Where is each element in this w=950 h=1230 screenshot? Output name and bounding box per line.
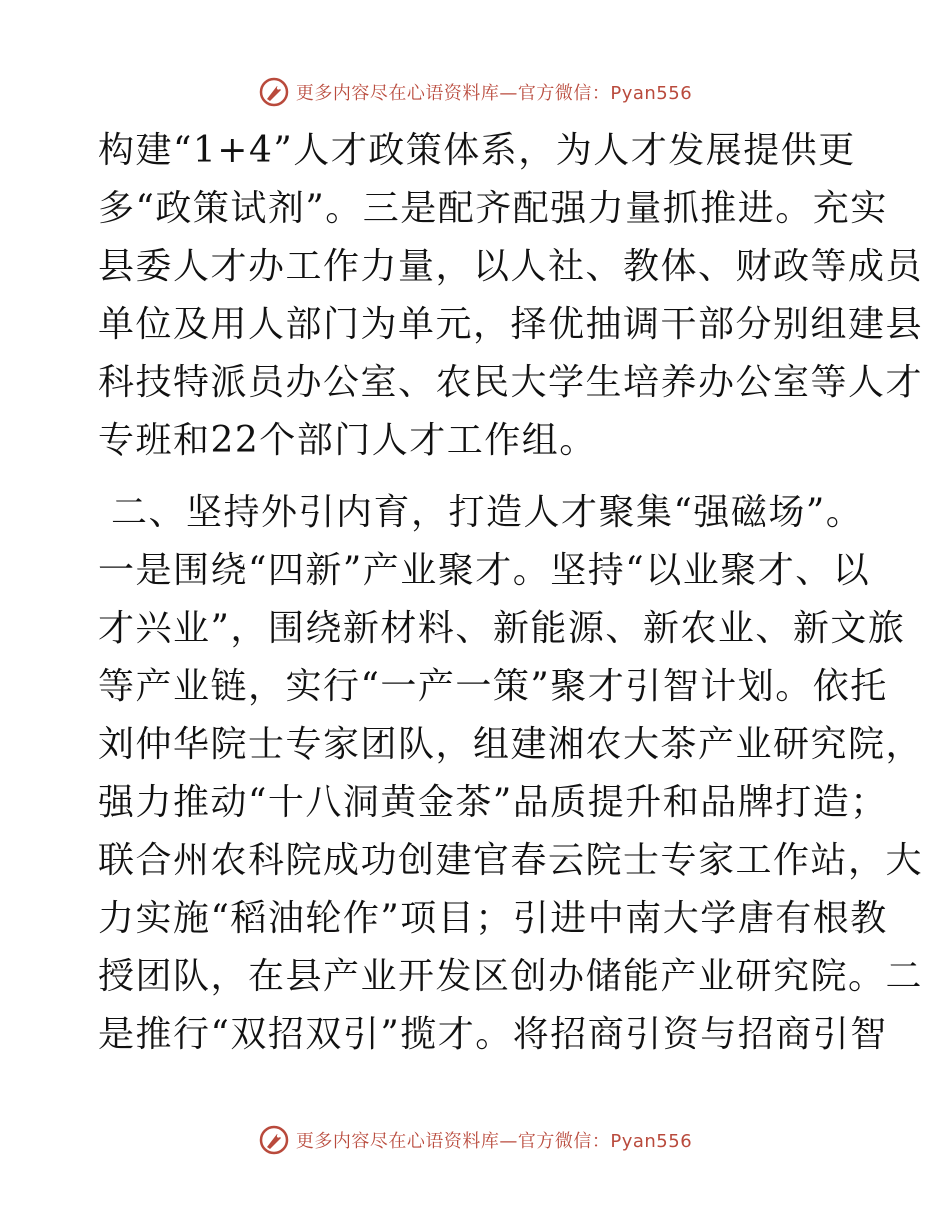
paragraph-line: 一是围绕“四新”产业聚才。坚持“以业聚才、以 — [98, 550, 871, 591]
paragraph-line: 多“政策试剂”。三是配齐配强力量抓推进。充实 — [98, 188, 888, 229]
paragraph-line: 授团队，在县产业开发区创办储能产业研究院。二 — [98, 956, 924, 997]
watermark-text: 更多内容尽在心语资料库—官方微信：Pyan556 — [295, 1131, 693, 1152]
paragraph-line: 力实施“稻油轮作”项目；引进中南大学唐有根教 — [98, 898, 888, 939]
pen-nib-logo-icon — [258, 76, 290, 108]
paragraph-line: 等产业链，实行“一产一策”聚才引智计划。依托 — [98, 666, 888, 707]
footer-watermark — [0, 1120, 950, 1160]
paragraph-spacer — [98, 470, 858, 484]
paragraph-line: 县委人才办工作力量，以人社、教体、财政等成员 — [98, 246, 924, 287]
watermark-text: 更多内容尽在心语资料库—官方微信：Pyan556 — [295, 83, 693, 104]
section-heading: 二、坚持外引内育，打造人才聚集“强磁场”。 — [98, 492, 864, 533]
paragraph-line: 专班和22个部门人才工作组。 — [98, 420, 597, 461]
paragraph-line: 是推行“双招双引”揽才。将招商引资与招商引智 — [98, 1014, 888, 1055]
paragraph-line: 刘仲华院士专家团队，组建湘农大茶产业研究院， — [98, 724, 924, 765]
paragraph-line: 构建“1+4”人才政策体系，为人才发展提供更 — [98, 130, 856, 171]
paragraph-line: 强力推动“十八洞黄金茶”品质提升和品牌打造； — [98, 782, 888, 823]
paragraph-line: 单位及用人部门为单元，择优抽调干部分别组建县 — [98, 304, 924, 345]
paragraph-line: 科技特派员办公室、农民大学生培养办公室等人才 — [98, 362, 924, 403]
header-watermark — [0, 72, 950, 112]
paragraph-line: 联合州农科院成功创建官春云院士专家工作站，大 — [98, 840, 924, 881]
document-body — [98, 122, 924, 1064]
pen-nib-logo-icon — [258, 1124, 290, 1156]
paragraph-line: 才兴业”，围绕新材料、新能源、新农业、新文旅 — [98, 608, 906, 649]
